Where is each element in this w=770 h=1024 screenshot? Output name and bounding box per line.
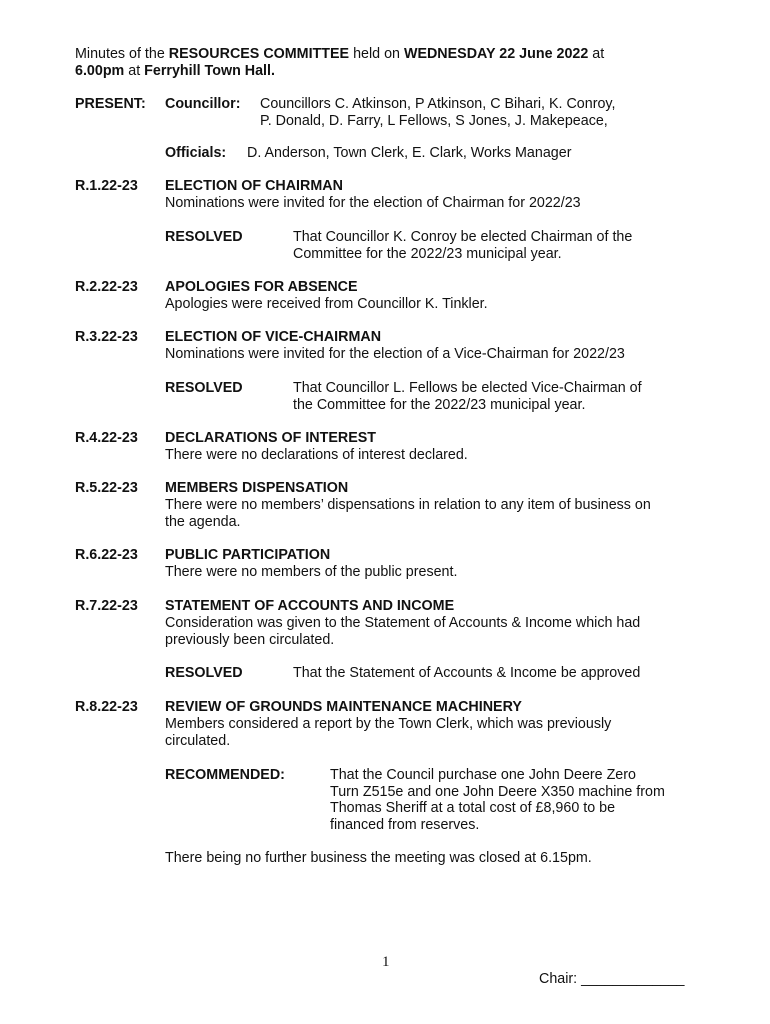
item-number: R.7.22-23	[75, 598, 138, 614]
meeting-venue: Ferryhill Town Hall.	[144, 63, 275, 79]
heading-text: held on	[349, 46, 404, 62]
item-number: R.1.22-23	[75, 178, 138, 194]
item-text: Consideration was given to the Statement of Accounts & Income which had	[165, 615, 641, 631]
item-number: R.8.22-23	[75, 699, 138, 715]
resolved-label: RESOLVED	[165, 665, 243, 681]
item-title: MEMBERS DISPENSATION	[165, 480, 349, 496]
item-title: ELECTION OF CHAIRMAN	[165, 178, 343, 194]
closing-statement: There being no further business the meeting was closed at 6.15pm.	[165, 850, 592, 866]
item-title: ELECTION OF VICE-CHAIRMAN	[165, 329, 382, 345]
item-text: Members considered a report by the Town Clerk, which was previously	[165, 716, 612, 732]
chair-signature-line: Chair: _____________	[539, 971, 685, 987]
meeting-time: 6.00pm	[75, 63, 125, 79]
recommendation-text: financed from reserves.	[330, 817, 480, 833]
heading-text: at	[588, 46, 605, 62]
item-text: the agenda.	[165, 514, 241, 530]
officials-label: Officials:	[165, 145, 227, 161]
resolution-text: That the Statement of Accounts & Income be approved	[293, 665, 641, 681]
item-number: R.6.22-23	[75, 547, 138, 563]
recommended-label: RECOMMENDED:	[165, 767, 285, 783]
item-title: APOLOGIES FOR ABSENCE	[165, 279, 358, 295]
recommendation-text: That the Council purchase one John Deere Zero	[330, 767, 636, 783]
item-number: R.4.22-23	[75, 430, 138, 446]
resolution-text: That Councillor L. Fellows be elected Vice-Chairman of	[293, 380, 642, 396]
item-title: STATEMENT OF ACCOUNTS AND INCOME	[165, 598, 455, 614]
item-text: previously been circulated.	[165, 632, 335, 648]
item-title: DECLARATIONS OF INTEREST	[165, 430, 377, 446]
item-text: There were no declarations of interest declared.	[165, 447, 468, 463]
item-number: R.2.22-23	[75, 279, 138, 295]
councillor-label: Councillor:	[165, 96, 241, 112]
item-text: Nominations were invited for the election of a Vice-Chairman for 2022/23	[165, 346, 625, 362]
heading-text: at	[124, 63, 145, 79]
item-text: Apologies were received from Councillor K. Tinkler.	[165, 296, 488, 312]
resolution-text: the Committee for the 2022/23 municipal year.	[293, 397, 586, 413]
minutes-heading-line2	[75, 63, 275, 80]
recommendation-text: Turn Z515e and one John Deere X350 machine from	[330, 784, 665, 800]
resolved-label: RESOLVED	[165, 380, 243, 396]
item-title: PUBLIC PARTICIPATION	[165, 547, 331, 563]
item-number: R.3.22-23	[75, 329, 138, 345]
item-text: circulated.	[165, 733, 231, 749]
meeting-date: WEDNESDAY 22 June 2022	[403, 46, 589, 62]
minutes-heading-line1	[75, 46, 604, 63]
committee-name: RESOURCES COMMITTEE	[168, 46, 350, 62]
item-title: REVIEW OF GROUNDS MAINTENANCE MACHINERY	[165, 699, 522, 715]
item-number: R.5.22-23	[75, 480, 138, 496]
resolution-text: That Councillor K. Conroy be elected Chairman of the	[293, 229, 633, 245]
resolution-text: Committee for the 2022/23 municipal year.	[293, 246, 562, 262]
recommendation-text: Thomas Sheriff at a total cost of £8,960 to be	[330, 800, 616, 816]
present-label: PRESENT:	[75, 96, 146, 112]
page-number: 1	[382, 954, 390, 970]
item-text: There were no members’ dispensations in relation to any item of business on	[165, 497, 651, 513]
resolved-label: RESOLVED	[165, 229, 243, 245]
officials-list: D. Anderson, Town Clerk, E. Clark, Works Manager	[247, 145, 572, 161]
councillors-list: P. Donald, D. Farry, L Fellows, S Jones, J. Makepeace,	[260, 113, 608, 129]
councillors-list: Councillors C. Atkinson, P Atkinson, C Bihari, K. Conroy,	[260, 96, 616, 112]
item-text: Nominations were invited for the election of Chairman for 2022/23	[165, 195, 581, 211]
heading-text: Minutes of the	[75, 46, 169, 62]
item-text: There were no members of the public present.	[165, 564, 458, 580]
